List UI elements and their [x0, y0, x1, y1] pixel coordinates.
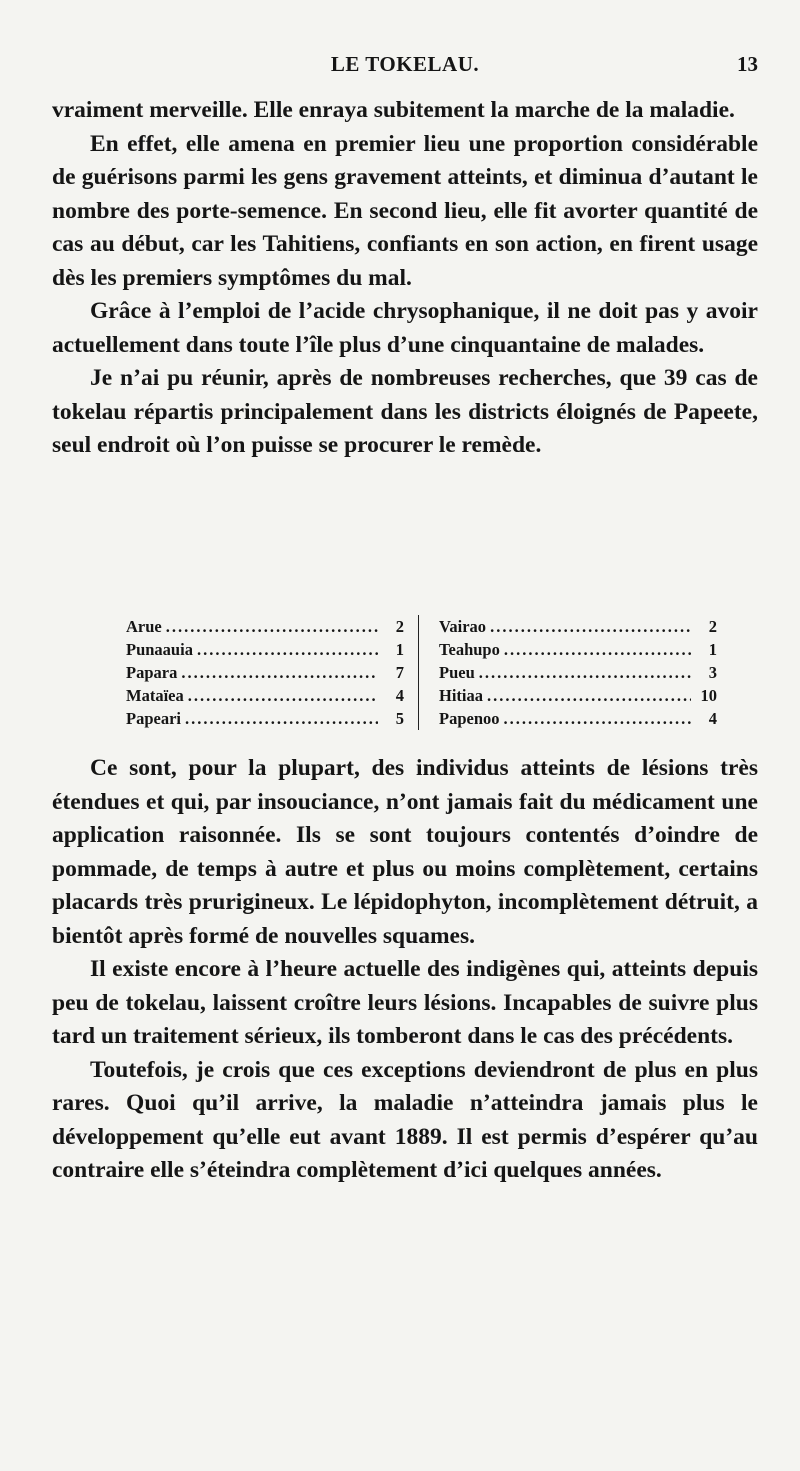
- case-count: 2: [395, 617, 404, 636]
- district-column-right: [419, 615, 717, 730]
- district-row: [126, 638, 404, 661]
- case-count: 10: [700, 686, 717, 705]
- district-row: [126, 684, 404, 707]
- case-count: 7: [395, 663, 404, 682]
- district-name: Punaauia: [126, 640, 193, 659]
- paragraph: Toutefois, je crois que ces exceptions deviendront de plus en plus rares. Quoi qu’il arrive, la maladie n’atteindra jamais plus le développement qu’elle eut avant 1889. Il est permis d’espérer qu’au contraire elle s’éteindra complètement d’ici quelques années.: [52, 1056, 758, 1183]
- district-name: Mataïea: [126, 686, 184, 705]
- body-text-bottom: [52, 752, 758, 1188]
- leader-dots: [185, 707, 378, 730]
- case-count: 4: [395, 686, 404, 705]
- running-head: [52, 52, 758, 82]
- leader-dots: [181, 661, 378, 684]
- district-row: [439, 707, 717, 730]
- district-row: [439, 661, 717, 684]
- leader-dots: [479, 661, 691, 684]
- district-row: [126, 615, 404, 638]
- leader-dots: [188, 684, 378, 707]
- paragraph: Ce sont, pour la plupart, des individus atteints de lésions très étendues et qui, par insouciance, n’ont jamais fait du médicament une application raisonnée. Ils se sont toujours contentés d’oindre de pommade, de temps à autre et plus ou moins complètement, certains placards très prurigineux. Le lépidophyton, incomplètement détruit, a bientôt après formé de nouvelles squames.: [52, 755, 758, 949]
- district-row: [439, 684, 717, 707]
- district-name: Hitiaa: [439, 686, 483, 705]
- paragraph: Grâce à l’emploi de l’acide chrysophanique, il ne doit pas y avoir actuellement dans toute l’île plus d’une cinquantaine de malades.: [52, 298, 758, 358]
- district-name: Teahupo: [439, 640, 500, 659]
- leader-dots: [166, 615, 378, 638]
- case-count: 1: [708, 640, 717, 659]
- district-column-left: [126, 615, 419, 730]
- paragraph: Il existe encore à l’heure actuelle des indigènes qui, atteints depuis peu de tokelau, laissent croître leurs lésions. Incapables de suivre plus tard un traitement sérieux, ils tomberont dans le cas des précédents.: [52, 956, 758, 1049]
- paragraph: vraiment merveille. Elle enraya subitement la marche de la maladie.: [52, 97, 735, 123]
- leader-dots: [504, 638, 691, 661]
- leader-dots: [504, 707, 691, 730]
- case-count: 1: [395, 640, 404, 659]
- leader-dots: [490, 615, 691, 638]
- page-number: 13: [737, 52, 758, 76]
- case-count: 2: [708, 617, 717, 636]
- district-row: [439, 638, 717, 661]
- district-name: Papeari: [126, 709, 181, 728]
- district-row: [439, 615, 717, 638]
- district-name: Papara: [126, 663, 178, 682]
- district-row: [126, 661, 404, 684]
- district-name: Arue: [126, 617, 162, 636]
- district-table: [126, 615, 716, 730]
- district-name: Pueu: [439, 663, 475, 682]
- case-count: 4: [708, 709, 717, 728]
- running-title: LE TOKELAU.: [330, 52, 480, 76]
- paragraph: En effet, elle amena en premier lieu une proportion considérable de guérisons parmi les gens gravement atteints, et diminua d’autant le nombre des porte-semence. En second lieu, elle fit avorter quantité de cas au début, car les Tahitiens, confiants en son action, en firent usage dès les premiers symptômes du mal.: [52, 130, 758, 291]
- district-name: Vairao: [439, 617, 487, 636]
- district-name: Papenoo: [439, 709, 500, 728]
- case-count: 3: [708, 663, 717, 682]
- case-count: 5: [395, 709, 404, 728]
- district-row: [126, 707, 404, 730]
- body-text-top: [52, 94, 758, 463]
- leader-dots: [487, 684, 691, 707]
- leader-dots: [197, 638, 378, 661]
- paragraph: Je n’ai pu réunir, après de nombreuses recherches, que 39 cas de tokelau répartis principalement dans les districts éloignés de Papeete, seul endroit où l’on puisse se procurer le remède.: [52, 365, 758, 458]
